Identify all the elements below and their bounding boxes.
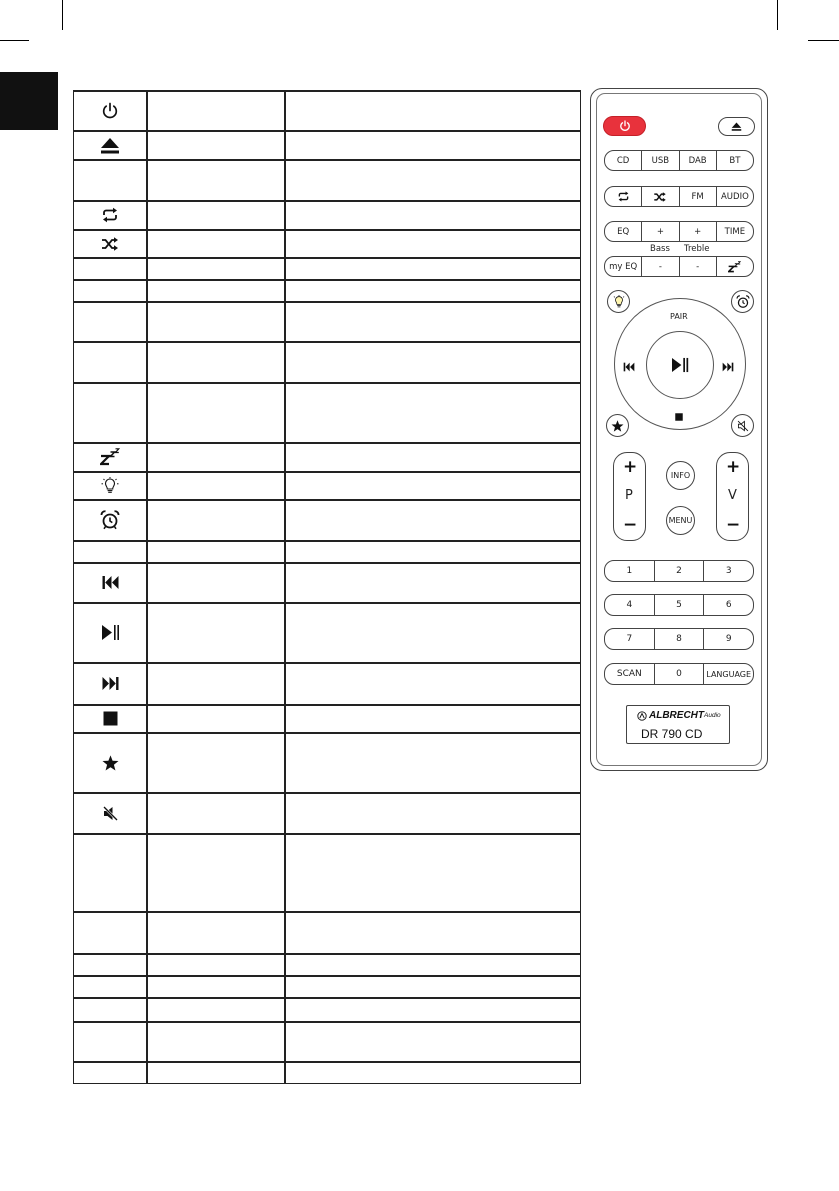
row-line [73, 833, 581, 835]
next-track-icon [73, 663, 147, 704]
light-button[interactable] [607, 290, 630, 313]
row-line [73, 301, 581, 303]
power-icon [73, 91, 147, 130]
power-button[interactable] [603, 116, 646, 136]
volume-plus-button[interactable]: + [726, 457, 741, 477]
row-line [73, 1061, 581, 1063]
next-track-icon [721, 362, 735, 372]
row-line [73, 562, 581, 564]
row-line [73, 279, 581, 281]
key-7[interactable]: 7 [626, 634, 633, 644]
mute-icon [737, 420, 749, 432]
mode-buttons [604, 186, 754, 207]
scan-button[interactable]: SCAN [616, 669, 642, 679]
repeat-button[interactable] [605, 187, 641, 206]
volume-label: V [728, 488, 737, 503]
crop-mark-top-left [0, 40, 29, 41]
key-9[interactable]: 9 [703, 629, 753, 649]
next-button[interactable] [721, 359, 739, 371]
row-line [73, 442, 581, 444]
numpad-row-2 [604, 594, 754, 616]
repeat-icon [617, 191, 630, 202]
key-8[interactable]: 8 [654, 629, 704, 649]
volume-minus-button[interactable]: − [726, 515, 741, 535]
shuffle-button[interactable] [641, 187, 678, 206]
row-line [73, 975, 581, 977]
info-button[interactable]: INFO [666, 461, 695, 490]
table-border [73, 90, 581, 1084]
numpad-row-1 [604, 560, 754, 582]
key-0[interactable]: 0 [654, 664, 704, 684]
brand-badge [626, 705, 730, 744]
eq-buttons [604, 221, 754, 242]
row-line [73, 341, 581, 343]
row-line [73, 471, 581, 473]
brand-name: ALBRECHT [649, 710, 704, 721]
previous-track-icon [622, 362, 636, 372]
stop-icon [675, 413, 683, 421]
row-line [73, 229, 581, 231]
treble-plus-button[interactable]: + [679, 222, 716, 241]
key-6[interactable]: 6 [703, 595, 753, 615]
row-line [73, 953, 581, 955]
play-pause-icon [670, 357, 690, 373]
program-minus-button[interactable]: − [623, 515, 638, 535]
myeq-buttons [604, 256, 754, 277]
play-pause-icon [73, 603, 147, 662]
cd-button[interactable]: CD [616, 155, 630, 166]
key-4[interactable]: 4 [626, 600, 633, 610]
crop-mark-top-right-v [777, 0, 778, 30]
row-line [73, 159, 581, 161]
repeat-icon [73, 201, 147, 229]
previous-button[interactable] [622, 359, 640, 371]
shuffle-icon [653, 192, 667, 202]
row-line [73, 540, 581, 542]
stop-button[interactable] [675, 408, 685, 418]
row-line [73, 662, 581, 664]
alarm-clock-icon [736, 295, 750, 309]
numpad-row-4 [604, 663, 754, 685]
crop-mark-top-right [808, 40, 839, 41]
program-plus-button[interactable]: + [623, 457, 638, 477]
favorite-button[interactable] [606, 414, 629, 437]
treble-label: Treble [684, 244, 710, 254]
row-line [73, 732, 581, 734]
key-1[interactable]: 1 [626, 566, 633, 576]
lightbulb-icon [612, 295, 626, 309]
eject-icon [73, 131, 147, 159]
eq-button[interactable]: EQ [617, 226, 630, 237]
chapter-tab [0, 72, 58, 130]
numpad-row-3 [604, 628, 754, 650]
mute-icon [73, 793, 147, 833]
audio-button[interactable]: AUDIO [716, 187, 753, 206]
mute-button[interactable] [731, 414, 754, 437]
previous-track-icon [73, 563, 147, 602]
row-line [73, 602, 581, 604]
usb-button[interactable]: USB [641, 151, 678, 170]
lightbulb-icon [73, 472, 147, 499]
eject-icon [731, 122, 742, 131]
stop-icon [73, 705, 147, 732]
play-pause-button[interactable] [646, 331, 714, 399]
time-button[interactable]: TIME [716, 222, 753, 241]
bt-button[interactable]: BT [716, 151, 753, 170]
program-label: P [625, 488, 633, 503]
row-line [73, 704, 581, 706]
row-line [73, 1021, 581, 1023]
bass-label: Bass [650, 244, 670, 254]
model-name: DR 790 CD [641, 727, 703, 741]
eject-button[interactable] [718, 117, 755, 136]
row-line [73, 911, 581, 913]
source-buttons [604, 150, 754, 171]
row-line [73, 90, 581, 92]
row-line [73, 130, 581, 132]
bass-minus-button[interactable]: - [641, 257, 678, 276]
sleep-icon [73, 443, 147, 471]
fm-button[interactable]: FM [679, 187, 716, 206]
language-button[interactable]: LANGUAGE [703, 664, 753, 684]
crop-mark-top-left-v [62, 0, 63, 30]
dab-button[interactable]: DAB [679, 151, 716, 170]
row-line [73, 257, 581, 259]
my-eq-button[interactable]: my EQ [609, 261, 638, 272]
favorite-star-icon [611, 420, 624, 432]
power-icon [619, 120, 631, 132]
brand-logo-icon [637, 711, 647, 721]
key-3[interactable]: 3 [703, 561, 753, 581]
row-line [73, 499, 581, 501]
alarm-button[interactable] [731, 290, 754, 313]
alarm-clock-icon [73, 500, 147, 540]
key-2[interactable]: 2 [654, 561, 704, 581]
shuffle-icon [73, 230, 147, 257]
row-line [73, 792, 581, 794]
row-line [73, 382, 581, 384]
sleep-button[interactable] [716, 257, 753, 276]
column-divider-2 [284, 90, 286, 1084]
pair-label[interactable]: PAIR [670, 312, 688, 321]
brand-sub: Audio [704, 712, 721, 719]
key-5[interactable]: 5 [654, 595, 704, 615]
sleep-icon [728, 261, 741, 273]
menu-button[interactable]: MENU [666, 506, 695, 535]
treble-minus-button[interactable]: - [679, 257, 716, 276]
favorite-star-icon [73, 733, 147, 792]
row-line [73, 200, 581, 202]
bass-plus-button[interactable]: + [641, 222, 678, 241]
row-line [73, 997, 581, 999]
